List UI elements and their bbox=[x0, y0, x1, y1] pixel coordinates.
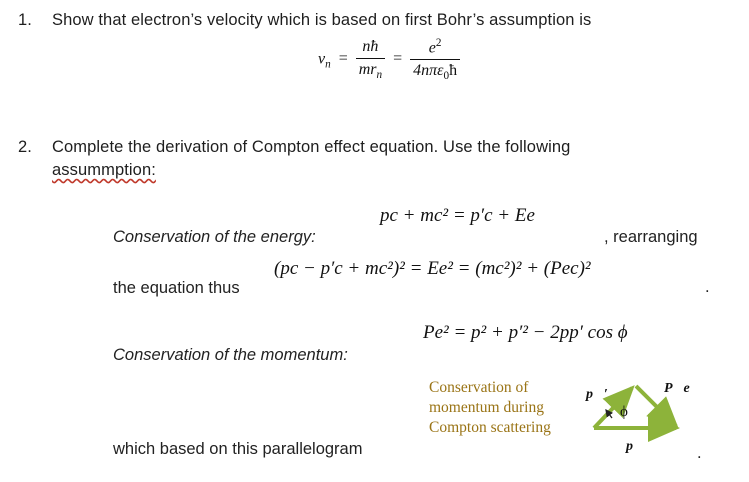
momentum-conservation-label: Conservation of the momentum: bbox=[113, 346, 348, 364]
question-1-number: 1. bbox=[18, 11, 32, 29]
caption-line-3: Compton scattering bbox=[429, 419, 551, 436]
fraction-2: $\frac{e^2}{4n\pi\varepsilon_0ħ}$ bbox=[410, 37, 460, 83]
period-1: . bbox=[705, 278, 710, 296]
pe-label: P⃗e bbox=[664, 381, 690, 396]
momentum-equation: Pe² = p² + p′² − 2pp′ cos ϕ bbox=[423, 322, 628, 343]
p-prime-label: p⃗′ bbox=[586, 387, 608, 402]
rearranging-text: , rearranging bbox=[604, 228, 698, 246]
energy-equation: pc + mc² = p′c + Ee bbox=[380, 205, 535, 226]
equation-thus-label: the equation thus bbox=[113, 279, 240, 297]
caption-line-2: momentum during bbox=[429, 399, 544, 416]
period-2: . bbox=[697, 444, 702, 462]
fraction-1: $\frac{nħ}{mr_n}$ bbox=[356, 38, 385, 81]
parallelogram-label: which based on this parallelogram bbox=[113, 440, 363, 458]
caption-line-1: Conservation of bbox=[429, 379, 529, 396]
question-2-text-line2: assummption: bbox=[52, 161, 156, 179]
question-1-text: Show that electron’s velocity which is based on first Bohr’s assumption is bbox=[52, 11, 592, 29]
rearranged-equation: (pc − p′c + mc²)² = Ee² = (mc²)² + (Pec)² bbox=[274, 258, 591, 279]
p-label: p⃗ bbox=[626, 439, 644, 454]
momentum-triangle-diagram bbox=[570, 372, 690, 462]
diagram-caption bbox=[429, 378, 551, 438]
question-2-number: 2. bbox=[18, 138, 32, 156]
bohr-velocity-equation: $v_n$ = $\frac{nħ}{mr_n}$ = $\frac{e^2}{4n\pi\varepsilon_0ħ}$ bbox=[318, 37, 460, 83]
phi-label: ϕ bbox=[620, 404, 628, 420]
velocity-symbol: v bbox=[318, 50, 326, 68]
question-2-text-line1: Complete the derivation of Compton effect equation. Use the following bbox=[52, 138, 571, 156]
energy-conservation-label: Conservation of the energy: bbox=[113, 228, 316, 246]
